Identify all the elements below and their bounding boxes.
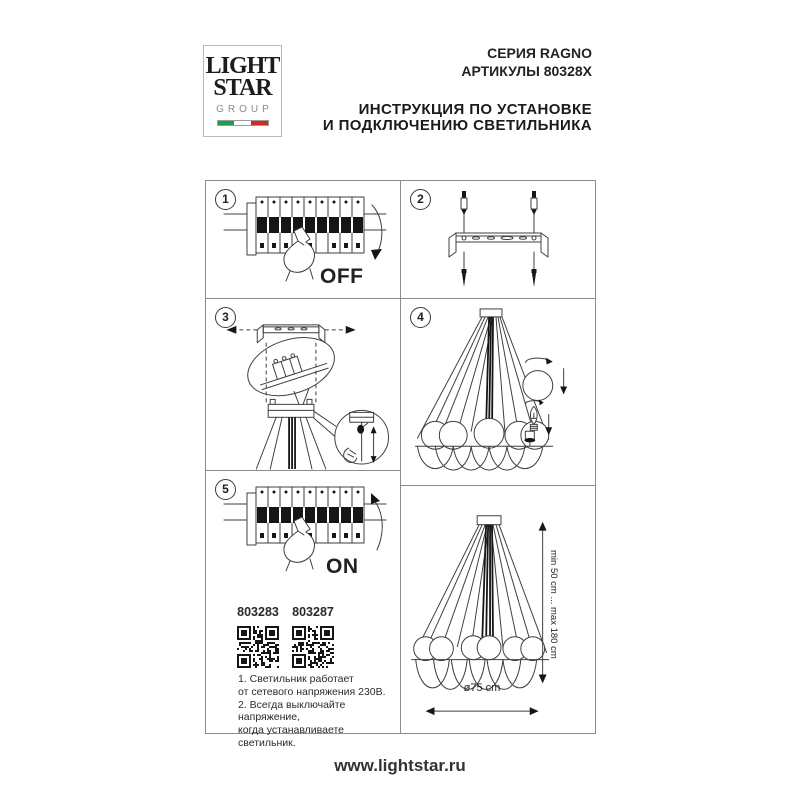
instruction-title-line2: И ПОДКЛЮЧЕНИЮ СВЕТИЛЬНИКА — [322, 117, 592, 134]
qr-code — [292, 626, 334, 668]
logo-wordmark-star: STAR — [213, 75, 272, 101]
on-label: ON — [326, 555, 359, 578]
step-number-badge: 3 — [215, 307, 236, 328]
product-code-label: 803287 — [292, 605, 334, 619]
qr-code — [237, 626, 279, 668]
canopy-mounting-illustration — [206, 299, 400, 470]
step-number-badge: 1 — [215, 189, 236, 210]
diameter-label: ø75 cm — [463, 682, 501, 694]
logo-wordmark-light: LIGHT — [205, 53, 280, 79]
step-panel-4 — [400, 298, 596, 486]
italian-flag-stripe — [217, 120, 269, 126]
articles-title: АРТИКУЛЫ 80328X — [461, 63, 592, 79]
step-number-badge: 5 — [215, 479, 236, 500]
flag-white-segment — [234, 121, 251, 125]
step-number-badge: 4 — [410, 307, 431, 328]
website-footer: www.lightstar.ru — [334, 756, 466, 775]
step-panel-3 — [205, 298, 401, 471]
note-line: 2. Всегда выключайте напряжение, — [238, 698, 346, 724]
height-range-label: min 50 cm ... max 180 cm — [548, 550, 559, 659]
chandelier-assembly-illustration — [401, 299, 595, 485]
step-number-badge: 2 — [410, 189, 431, 210]
product-codes-panel — [205, 588, 401, 749]
note-line: когда устанавливаете светильник. — [238, 724, 344, 749]
step-panel-2 — [400, 180, 596, 299]
step-panel-1 — [205, 180, 401, 299]
flag-green-segment — [218, 121, 235, 125]
series-title: СЕРИЯ RAGNO — [487, 45, 592, 61]
chandelier-dimensions-illustration — [401, 486, 595, 733]
safety-notes — [238, 673, 398, 750]
flag-red-segment — [251, 121, 268, 125]
steps-grid — [205, 180, 596, 749]
product-code-label: 803283 — [237, 605, 279, 619]
dimensions-panel — [400, 485, 596, 734]
header-text-block — [310, 44, 592, 134]
logo-group-text: GROUP — [216, 104, 273, 115]
note-line: 1. Светильник работает — [238, 673, 354, 685]
logo-box — [203, 45, 282, 137]
instruction-title-line1: ИНСТРУКЦИЯ ПО УСТАНОВКЕ — [358, 101, 592, 118]
step-panel-5 — [205, 470, 401, 589]
off-label: OFF — [320, 265, 364, 288]
note-line: от сетевого напряжения 230В. — [238, 685, 386, 698]
